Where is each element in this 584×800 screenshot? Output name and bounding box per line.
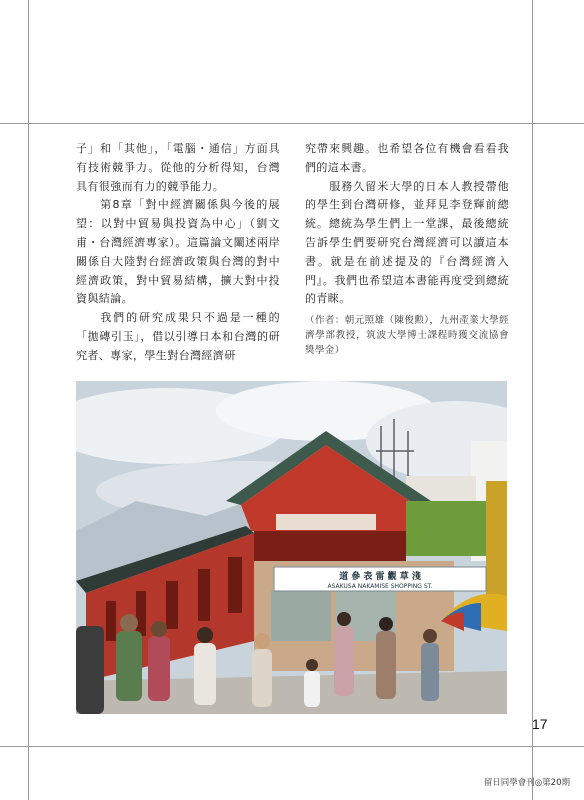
top-rule: [0, 123, 584, 124]
author-note: （作者：朝元照雄（陳俊勲），九州產業大學經濟學部教授，筑波大學博士課程時獲交流協會獎學金）: [305, 315, 509, 357]
left-margin-rule: [28, 0, 29, 800]
bottom-rule: [0, 746, 584, 747]
left-paragraph-2: 第8章「對中經濟關係與今後的展望：以對中貿易與投資為中心」（劉文甫・台灣經濟專家）。這篇論文闡述兩岸關係自大陸對台經濟政策與台灣的對中經濟政策，對中貿易結構，擴大對中投資與結論。: [76, 198, 280, 306]
right-margin-rule: [532, 0, 533, 800]
page-number: 17: [532, 716, 548, 732]
right-paragraph-1: 究帶來興趣。也希望各位有機會看看我們的這本書。: [305, 142, 509, 174]
right-column: [305, 140, 509, 358]
left-column: [76, 140, 280, 366]
sign-roman: ASAKUSA NAKAMISE SHOPPING ST.: [327, 583, 433, 590]
sign-chinese: 道 參 表 雷 觀 草 淺: [339, 572, 421, 582]
footer-journal-title: 留日同學會刊◎第20期: [483, 778, 570, 788]
street-photo: [76, 381, 507, 714]
right-paragraph-2: 服務久留米大學的日本人教授帶他的學生到台灣研修，並拜見李登輝前總統。總統為學生們上一堂課，最後總統告訴學生們要研究台灣經濟可以讀這本書。就是在前述提及的『台灣經濟入門』。我們也希望這本書能再度受到總統的青睞。: [305, 179, 509, 306]
left-paragraph-3: 我們的研究成果只不過是一種的「拋磚引玉」，借以引導日本和台灣的研究者、專家，學生對台灣經濟研: [76, 311, 280, 362]
left-paragraph-1: 子」和「其他」，「電腦・通信」方面具有技術競爭力。從他的分析得知，台灣具有很強而有力的競爭能力。: [76, 142, 280, 193]
